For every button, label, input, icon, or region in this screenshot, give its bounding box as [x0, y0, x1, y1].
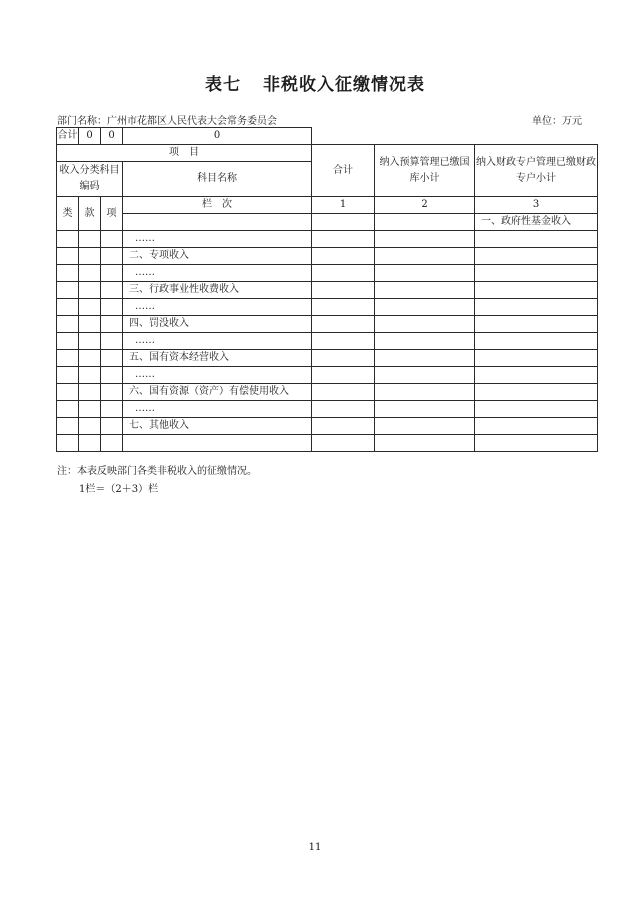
table-row [57, 384, 598, 401]
header-code-group: 收入分类科目编码 [57, 162, 123, 197]
sum-label: 合计 [57, 128, 79, 145]
row-cell [101, 282, 123, 299]
header-total: 合计 [312, 145, 375, 197]
column-number-3: 3 [475, 197, 598, 214]
row-cell [312, 418, 375, 435]
row-cell [475, 350, 598, 367]
row-cell [79, 282, 101, 299]
row-cell [101, 248, 123, 265]
row-cell [57, 316, 79, 333]
row-cell [312, 248, 375, 265]
header-kuan: 款 [79, 197, 101, 231]
row-cell [312, 367, 375, 384]
row-item-name: 二、专项收入 [123, 248, 312, 265]
row-cell [475, 435, 598, 452]
unit-label: 单位：万元 [532, 116, 582, 127]
row-item-name: …… [123, 333, 312, 350]
row-cell [79, 248, 101, 265]
row-cell [475, 401, 598, 418]
table-row [57, 214, 598, 231]
row-item-name: 四、罚没收入 [123, 316, 312, 333]
row-cell [475, 282, 598, 299]
row-item-name [123, 435, 312, 452]
row-cell [79, 299, 101, 316]
row-cell [375, 418, 475, 435]
row-cell [79, 435, 101, 452]
row-cell [312, 401, 375, 418]
row-cell [375, 435, 475, 452]
row-item-name: …… [123, 265, 312, 282]
row-cell [312, 282, 375, 299]
header-lei: 类 [57, 197, 79, 231]
table-row [57, 435, 598, 452]
sum-value-3: 0 [123, 128, 312, 145]
sum-value-2: 0 [101, 128, 123, 145]
row-cell [123, 214, 312, 231]
row-cell [79, 265, 101, 282]
column-number-2: 2 [375, 197, 475, 214]
row-cell [475, 265, 598, 282]
header-special: 纳入财政专户管理已缴财政专户小计 [475, 145, 598, 197]
row-item-name: 五、国有资本经营收入 [123, 350, 312, 367]
row-cell [101, 384, 123, 401]
table-row [57, 367, 598, 384]
title-prefix: 表七 [205, 75, 241, 95]
header-item: 项 目 [57, 145, 312, 162]
column-number-1: 1 [312, 197, 375, 214]
row-cell [312, 265, 375, 282]
row-cell [475, 333, 598, 350]
row-cell [375, 231, 475, 248]
row-cell [312, 350, 375, 367]
table-row [57, 333, 598, 350]
row-cell [312, 435, 375, 452]
header-name: 科目名称 [123, 162, 312, 197]
table-row [57, 418, 598, 435]
page-title [0, 70, 630, 95]
title-main: 非税收入征缴情况表 [263, 75, 425, 95]
row-cell [57, 350, 79, 367]
row-cell [79, 350, 101, 367]
row-cell [375, 333, 475, 350]
note-line-1: 注：本表反映部门各类非税收入的征缴情况。 [57, 466, 257, 477]
row-cell [375, 384, 475, 401]
row-cell [57, 282, 79, 299]
row-cell [101, 316, 123, 333]
row-cell [57, 231, 79, 248]
row-cell [101, 265, 123, 282]
row-cell [475, 418, 598, 435]
row-cell [57, 435, 79, 452]
row-cell [57, 418, 79, 435]
row-cell [375, 299, 475, 316]
row-cell [57, 367, 79, 384]
row-cell [101, 231, 123, 248]
row-cell [79, 401, 101, 418]
row-cell [101, 350, 123, 367]
row-cell [475, 384, 598, 401]
row-cell [101, 333, 123, 350]
row-item-name: …… [123, 299, 312, 316]
row-cell [475, 367, 598, 384]
row-cell [57, 248, 79, 265]
table-row [57, 248, 598, 265]
row-cell [475, 231, 598, 248]
row-cell [57, 384, 79, 401]
row-cell [79, 316, 101, 333]
row-cell [375, 350, 475, 367]
row-cell [101, 435, 123, 452]
table-row [57, 350, 598, 367]
row-cell [375, 401, 475, 418]
page-number: 11 [308, 842, 322, 853]
row-cell [312, 231, 375, 248]
row-item-name: …… [123, 367, 312, 384]
row-cell [312, 316, 375, 333]
row-cell [79, 418, 101, 435]
row-cell [312, 214, 375, 231]
row-cell [475, 316, 598, 333]
sum-value-1: 0 [79, 128, 101, 145]
non-tax-revenue-table [56, 127, 598, 452]
row-cell [57, 333, 79, 350]
row-cell [375, 282, 475, 299]
row-cell [101, 299, 123, 316]
table-row [57, 282, 598, 299]
table-row [57, 265, 598, 282]
table-row [57, 316, 598, 333]
row-cell [101, 367, 123, 384]
row-cell [312, 333, 375, 350]
row-cell [375, 316, 475, 333]
row-cell [375, 248, 475, 265]
row-cell [312, 384, 375, 401]
row-item-name: …… [123, 401, 312, 418]
row-cell [79, 367, 101, 384]
row-cell [312, 299, 375, 316]
table-row [57, 231, 598, 248]
row-cell [57, 265, 79, 282]
row-item-name: 七、其他收入 [123, 418, 312, 435]
row-item-name: 六、国有资源（资产）有偿使用收入 [123, 384, 312, 401]
header-xiang: 项 [101, 197, 123, 231]
row-item-name: 三、行政事业性收费收入 [123, 282, 312, 299]
row-cell [375, 214, 475, 231]
row-item-name: …… [123, 231, 312, 248]
row-cell [475, 299, 598, 316]
row-cell [79, 231, 101, 248]
header-budget: 纳入预算管理已缴国库小计 [375, 145, 475, 197]
note-line-2: 1栏＝（2＋3）栏 [79, 484, 159, 495]
row-cell [57, 401, 79, 418]
row-cell [57, 299, 79, 316]
table-row [57, 299, 598, 316]
row-item-name: 一、政府性基金收入 [475, 214, 598, 231]
row-cell [375, 367, 475, 384]
row-cell [475, 248, 598, 265]
table-row [57, 401, 598, 418]
header-column-order: 栏 次 [123, 197, 312, 214]
row-cell [101, 401, 123, 418]
row-cell [79, 333, 101, 350]
table-notes [57, 463, 257, 499]
department-name: 部门名称：广州市花都区人民代表大会常务委员会 [57, 116, 277, 127]
row-cell [375, 265, 475, 282]
row-cell [101, 418, 123, 435]
sum-row [57, 128, 598, 145]
row-cell [79, 384, 101, 401]
